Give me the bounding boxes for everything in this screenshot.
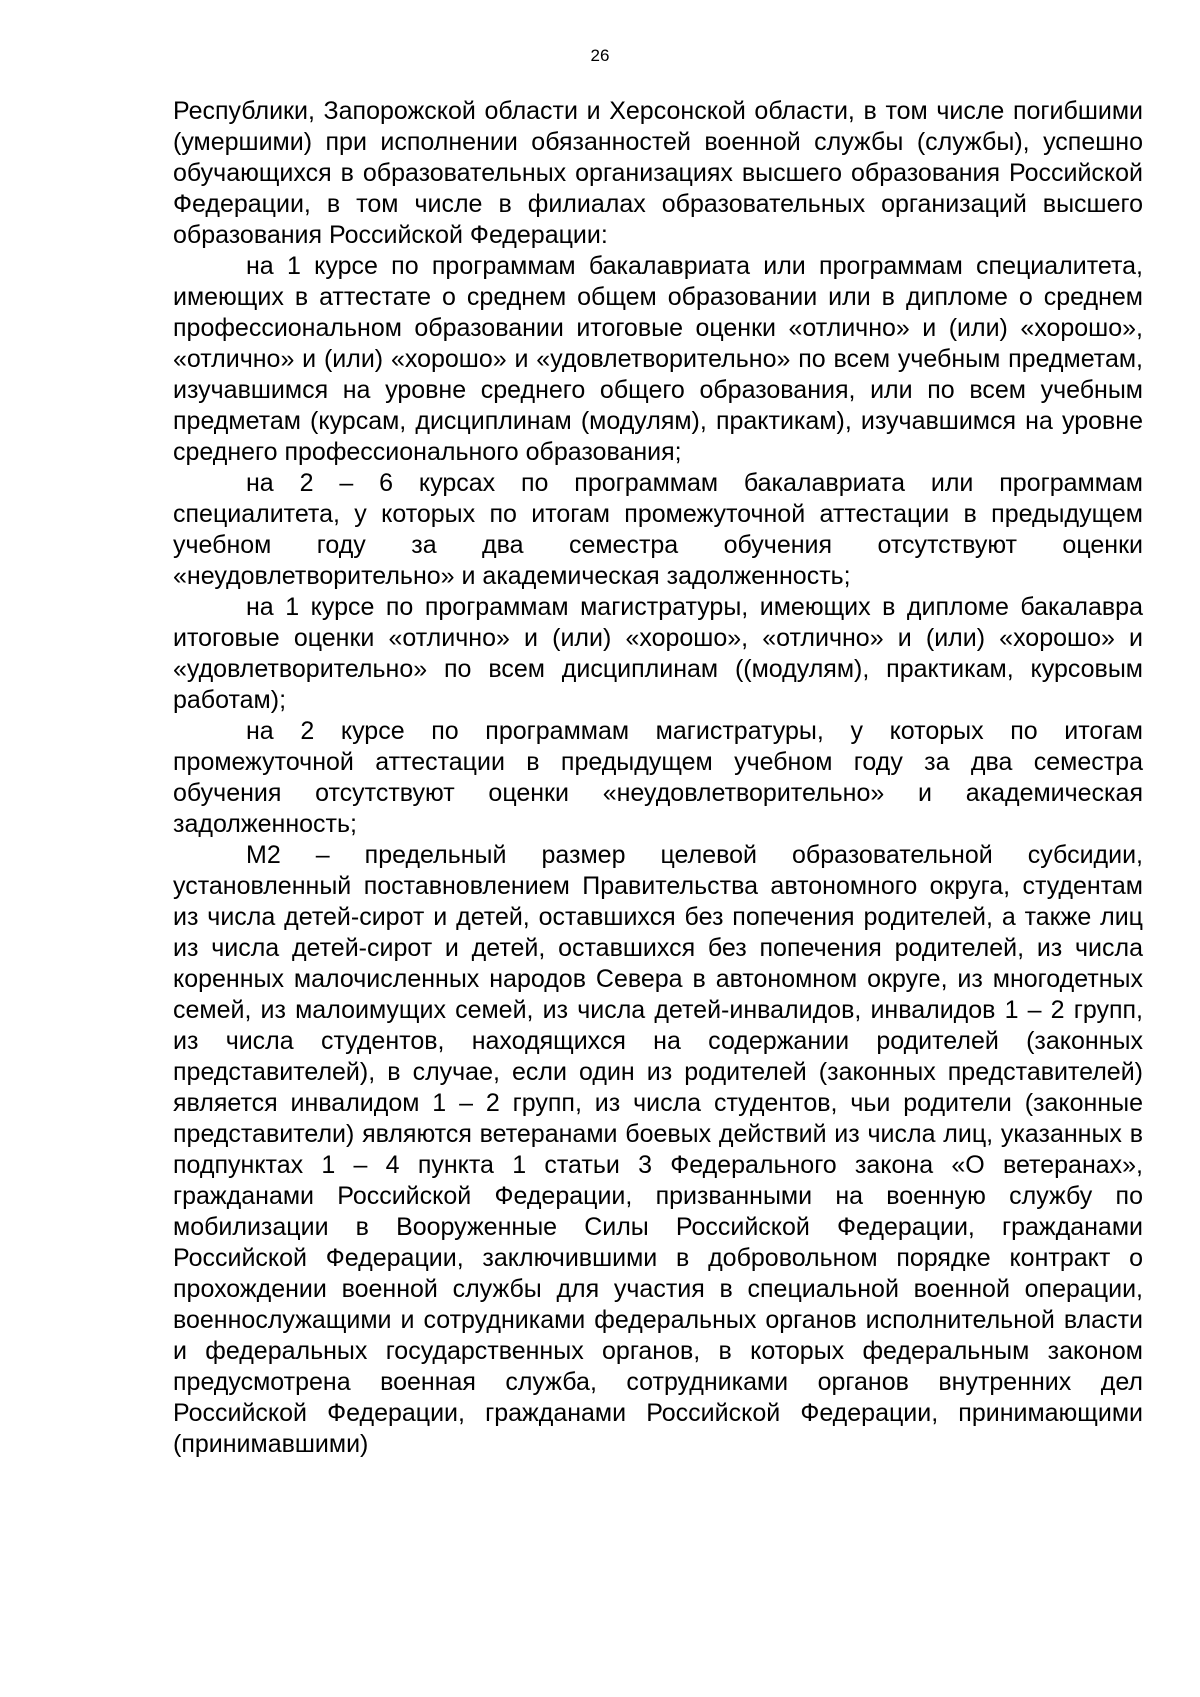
paragraph-continuation: Республики, Запорожской области и Херсонской области, в том числе погибшими (умершими) при исполнении обязанностей военной службы (службы), успешно обучающихся в образовательных организациях высшего образования Российской Федерации, в том числе в филиалах образовательных организаций высшего образования Российской Федерации: bbox=[173, 97, 1143, 249]
paragraph-bachelor-first-course: на 1 курсе по программам бакалавриата или программам специалитета, имеющих в аттестате о среднем общем образовании или в дипломе о среднем профессиональном образовании итоговые оценки «отлично» и (или) «хорошо», «отлично» и (или) «хорошо» и «удовлетворительно» по всем учебным предметам, изучавшимся на уровне среднего общего образования, или по всем учебным предметам (курсам, дисциплинам (модулям), практикам), изучавшимся на уровне среднего профессионального образования; bbox=[173, 252, 1143, 466]
paragraph-master-second-course: на 2 курсе по программам магистратуры, у которых по итогам промежуточной аттестации в предыдущем учебном году за два семестра обучения отсутствуют оценки «неудовлетворительно» и академическая задолженность; bbox=[173, 717, 1143, 838]
paragraph-m2-definition: М2 – предельный размер целевой образовательной субсидии, установленный поставновлением Правительства автономного округа, студентам из числа детей-сирот и детей, оставшихся без попечения родителей, а также лиц из числа детей-сирот и детей, оставшихся без попечения родителей, из числа коренных малочисленных народов Севера в автономном округе, из многодетных семей, из малоимущих семей, из числа детей-инвалидов, инвалидов 1 – 2 групп, из числа студентов, находящихся на содержании родителей (законных представителей), в случае, если один из родителей (законных представителей) является инвалидом 1 – 2 групп, из числа студентов, чьи родители (законные представители) являются ветеранами боевых действий из числа лиц, указанных в подпунктах 1 – 4 пункта 1 статьи 3 Федерального закона «О ветеранах», гражданами Российской Федерации, призванными на военную службу по мобилизации в Вооруженные Силы Российской Федерации, гражданами Российской Федерации, заключившими в добровольном порядке контракт о прохождении военной службы для участия в специальной военной операции, военнослужащими и сотрудниками федеральных органов исполнительной власти и федеральных государственных органов, в которых федеральным законом предусмотрена военная служба, сотрудниками органов внутренних дел Российской Федерации, гражданами Российской Федерации, принимающими (принимавшими) bbox=[173, 841, 1143, 1458]
document-body bbox=[173, 96, 1143, 1460]
paragraph-bachelor-2-6-courses: на 2 – 6 курсах по программам бакалавриата или программам специалитета, у которых по итогам промежуточной аттестации в предыдущем учебном году за два семестра обучения отсутствуют оценки «неудовлетворительно» и академическая задолженность; bbox=[173, 469, 1143, 590]
page-number: 26 bbox=[590, 46, 610, 65]
paragraph-master-first-course: на 1 курсе по программам магистратуры, имеющих в дипломе бакалавра итоговые оценки «отлично» и (или) «хорошо», «отлично» и (или) «хорошо» и «удовлетворительно» по всем дисциплинам ((модулям), практикам, курсовым работам); bbox=[173, 593, 1143, 714]
